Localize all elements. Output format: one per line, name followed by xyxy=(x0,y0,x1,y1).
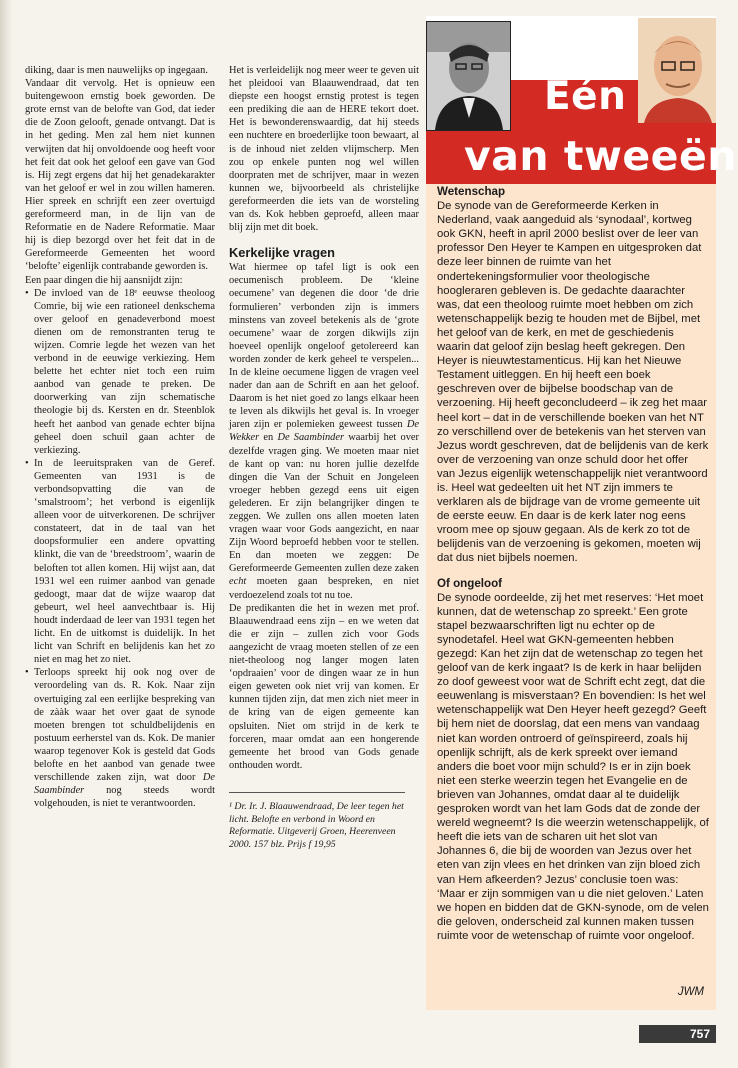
publication-name: De Saambinder xyxy=(277,432,345,444)
page-number-bar xyxy=(639,1025,716,1043)
page-number: 757 xyxy=(689,1027,710,1041)
sidebar-header xyxy=(426,16,737,184)
paragraph: Een paar dingen die hij aansnijdt zijn: xyxy=(25,274,183,286)
bullet-item xyxy=(25,666,215,810)
author-photo-right xyxy=(638,18,716,123)
author-signature: JWM xyxy=(677,986,704,998)
paragraph: Het is verleidelijk nog meer weer te geven uit het pleidooi van Blaauwendraad, dat ten diepste een hoogst ernstig protest is tegen een prediking die aan de HERE tekort doet. Het is bewonderenswaardig, dat hij steeds een nuchtere en broederlijke toon bewaart, al is de inhoud niet zelden vlijmscherp. Men zou op enkele punten nog wel willen doorpraten met de schrijver, maar in wezen kunnen we, bijvoorbeeld als christelijke gereformeerden die iets van de worsteling van ds. Kok hebben geproefd, alleen maar blij zijn met dit boek. xyxy=(229,65,419,234)
sidebar-column xyxy=(426,184,716,1010)
text-run: Terloops spreekt hij ook nog over de veroordeling van ds. R. Kok. Naar zijn overtuiging zal een eerlijke bespreking van de zààk waar het over gaat de synode moeten brengen tot schuldbelijdenis en postuum eerherstel van ds. Kok. De manier waarop tegenover Kok is gesteld dat Gods belofte en het aanbod van genade twee verschillende zaken zijn, wat door xyxy=(34,667,215,784)
paragraph: Vandaar dit vervolg. Het is opnieuw een buitengewoon ernstig boek geworden. De grote ernst van de belofte van God, dat ieder die de Zoon gelooft, genade ontvangt. Dat is in het geding. Men zal hem niet kunnen verwijten dat hij onvoldoende oog heeft voor het feit dat ook het geloof een gave van God is. Hij zegt ergens dat hij het genadekarakter van het geloof er wel in zou willen hameren. Hier spreek en schrijft een zeer overtuigd gereformeerd man, in de lijn van de Reformatie en de Nadere Reformatie. Maar hij is diep bezorgd over het feit dat in de Gereformeerde Gemeenten het woord ‘belofte’ eigenlijk contrabande geworden is. xyxy=(25,78,215,273)
scan-edge xyxy=(0,0,12,1068)
sidebar-text xyxy=(437,185,709,943)
publication-name: De Wekker xyxy=(229,419,419,444)
paragraph: diking, daar is men nauwelijks op ingegaan. xyxy=(25,65,208,76)
sidebar-paragraph: De synode van de Gereformeerde Kerken in Nederland, vaak aangeduid als ‘synodaal’, kortweg ook GKN, heeft in april 2000 beslist over de leer van professor Den Heyer te Kampen en uitgesproken dat deze leer binnen de ruimte van het ondertekeningsformulier voor theologische hoogleraren gebleven is. De gedachte daarachter was, dat een theoloog ruimte moet hebben om zich wetenschappelijk bezig te houden met de Bijbel, met het geloof van de kerk, en met de geschiedenis waarin dat geloof zijn beslag heeft gekregen. Den Heyer is nieuwtestamenticus. Hij kan het Nieuwe Testament uitleggen. En hij heeft een boek geschreven over de bijbelse boodschap van de verzoening. Hij heeft geconcludeerd – ik zeg het maar heel kort – dat in de verschillende boeken van het NT zo verschillend over de betekenis van het sterven van Jezus wordt geschreven, dat de belijdenis van de kerk over de verzoening van onze schuld door het offer van Jezus eigenlijk wetenschappelijk niet verantwoord is. Heel wat gedeelten uit het NT zijn immers te verklaren als de bijdrage van de vrome gemeente uit de eerste eeuw. En daar is de kerk later nog eens vroom mee op sjouw gegaan. Als de kerk zo tot de belijdenis van de verzoening is gekomen, moeten wij dat dus niet bijbels noemen. xyxy=(437,200,709,565)
text-run: waarbij het over dezelfde vragen ging. We moeten maar niet de kant op van: nu horen jullie dezelfde dingen die Van der Schuit en Jongeleen vroeger hebben gezegd eens uit eigen gelederen. Er zijn belangrijker dingen te zeggen. We zullen ons allen moeten laten vragen waar voor Gods aangezicht, en naar Zijn Woord beproefd hebben voor te stellen. En dan moeten we zeggen: De Gereformeerde Gemeenten zullen deze zaken xyxy=(229,432,419,575)
article-column-2 xyxy=(229,64,419,852)
sidebar-paragraph: De synode oordeelde, zij het met reserves: ‘Het moet kunnen, dat de wetenschap zo spreekt.’ Een grote stapel bezwaarschriften ligt nu echter op de synodetafel. Heel wat GKN-gemeenten hebben gezegd: Kan het zijn dat de wetenschap zo tegen het geloof van de kerk ingaat? Is de kerk in haar belijden zo doof geweest voor wat de Schrift echt zegt, dat die eeuwenlang is misverstaan? En bovendien: Is het wel wetenschappelijk wat Den Heyer heeft gezegd? Geeft bij hem niet de doorslag, dat een mens van vandaag niet kan worden ontroerd of geïnspireerd, zoals hij openlijk schrijft, als de kerk spreekt over iemand anders die boet voor mijn schuld? Is er in zijn boek niet een sterke weerzin tegen het Evangelie en de brieven van Johannes, omdat daar al te duidelijk gesproken wordt van het lam Gods dat de zonde der wereld wegneemt? Is die weerzin wetenschappelijk, of heeft die iets van de scharen uit het slot van Johannes 6, die bij de woorden van Jezus over het eten van zijn vlees en het drinken van zijn bloed zich van Hem afkeerden? Jezus’ conclusie toen was: ‘Maar er zijn sommigen van u die niet geloven.’ Laten we hopen en bidden dat de GKN-synode, om de velen die geloven, onderscheid zal kunnen maken tussen ruimte voor de wetenschap of ruimte voor ongeloof. xyxy=(437,591,709,942)
author-photo-left xyxy=(426,21,511,131)
sidebar-heading: Of ongeloof xyxy=(437,576,503,590)
sidebar-title-line-1: Eén xyxy=(544,74,627,119)
text-run: Wat hiermee op tafel ligt is ook een oecumenisch probleem. De ‘kleine oecumene’ van degenen die door ‘de drie formulieren’ verbonden zijn is immers minstens van zoveel betekenis als de ‘grote oecumene’ waar de zorgen dikwijls zijn hoeveel openlijk ongeloof getolereerd kan worden zonder de kerk geheel te verspelen... In de kleine oecumene liggen de vragen veel nader dan aan de Schrift en aan het geloof. Daarom is het niet goed zo langs elkaar heen te leven als dikwijls het geval is. In vroeger jaren zijn er polemieken geweest tussen xyxy=(229,262,419,431)
emphasis: echt xyxy=(229,576,247,588)
bullet-item: • In de leeruitspraken van de Geref. Gemeenten van 1931 is de verbondsopvatting die van de ‘smalstroom’; het verbond is eigenlijk alleen voor de uitverkorenen. De schrijver constateert, dat in de taal van het doopsformulier een andere opvatting klinkt, die van de ‘breedstroom’, waarin de beloften tot allen komen. Hij wijst aan, dat 1931 wel een ruimer aanbod van genade gedoogt, maar dat de wijze waarop dat gebeurt, wel heel aanvechtbaar is. Hij houdt inderdaad de leer van 1931 tegen het licht. En de uitkomst is duidelijk. In het licht van Schrift en belijdenis kan het zo niet en mag het zo niet. xyxy=(25,457,215,667)
text-run: moeten gaan bespreken, en niet verdoezelend zoals tot nu toe. xyxy=(229,576,419,601)
paragraph: De predikanten die het in wezen met prof. Blaauwendraad eens zijn – en we weten dat die er zijn – zullen zich voor Gods aangezicht de vraag moeten stellen of ze een niet-theoloog nog langer mogen laten ‘opdraaien’ voor de dingen waar ze in hun eigen geweten ook niet vrij van komen. Er kunnen tijden zijn, dat men zich niet meer in de kring van de eigen gemeente kan opsluiten. Niet om strijd in de kerk te forceren, maar omdat aan een hongerende gemeente het brood van Gods genade onthouden wordt. xyxy=(229,602,419,771)
footnote-rule xyxy=(229,792,405,793)
bullet-item: • De invloed van de 18ᵉ eeuwse theoloog Comrie, bij wie een rationeel denkschema over geloof en genadeverbond moest dienen om de remonstranten terug te wijzen. Comrie legde het wezen van het verbond in de eeuwige verkiezing. Hem belette het echter niet toch een ruim aanbod van genade te preken. De doorwerking van zijn schematische theologie bij ds. Kersten en dr. Steenblok heeft het aanbod van genade echter bijna geheel doen schuil gaan achter de verkiezing. xyxy=(25,287,215,457)
text-run: nog steeds wordt volgehouden, is niet te verantwoorden. xyxy=(34,785,215,810)
text-run: en xyxy=(259,432,278,444)
footnote: ¹ Dr. Ir. J. Blaauwendraad, De leer tegen het licht. Belofte en verbond in Woord en Reformatie. Uitgeverij Groen, Heerenveen 2000. 157 blz. Prijs f 19,95 xyxy=(229,800,404,851)
sidebar-title-line-2: van tweeën xyxy=(464,132,737,180)
paragraph xyxy=(229,261,419,601)
sidebar-heading: Wetenschap xyxy=(437,185,506,198)
article-column-1 xyxy=(25,64,215,810)
section-heading: Kerkelijke vragen xyxy=(229,245,335,261)
publication-name: De Saambinder xyxy=(34,772,215,797)
